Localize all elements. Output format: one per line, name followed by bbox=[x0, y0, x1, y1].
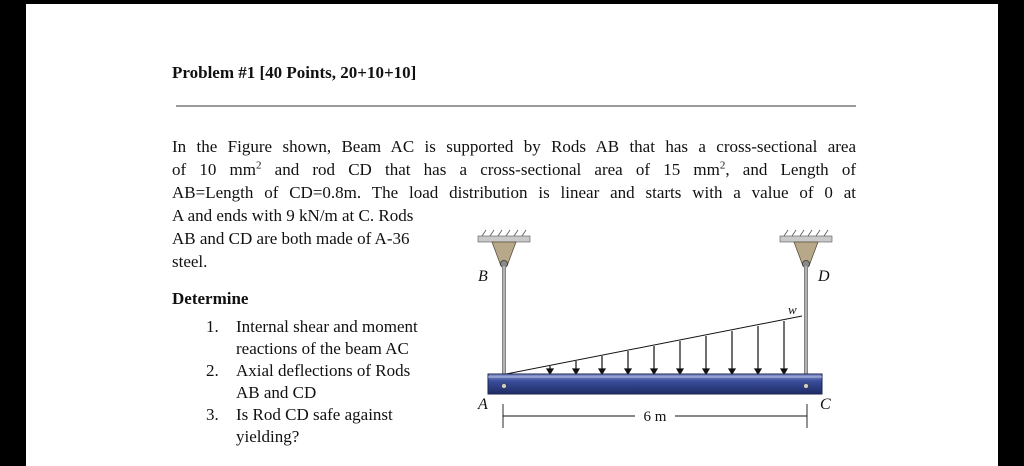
task-list bbox=[172, 316, 462, 448]
statement-line-6: steel. bbox=[172, 252, 208, 271]
task-item: 2. Axial deflections of Rods AB and CD bbox=[206, 361, 411, 402]
task-item: 1. Internal shear and moment reactions of the beam AC bbox=[206, 317, 418, 358]
label-C: C bbox=[820, 396, 831, 413]
statement-line-2: of 10 $mm^2$ and rod CD that has a cross-sectional area of 15 $mm^2$, and Length of bbox=[172, 159, 856, 179]
label-D: D bbox=[818, 268, 830, 285]
statement-line-3: AB=Length of CD=0.8m. The load distribution is linear and starts with a value of 0 at bbox=[172, 183, 856, 202]
beam-figure bbox=[470, 228, 850, 460]
support-B bbox=[478, 230, 530, 268]
divider-line bbox=[176, 105, 856, 107]
label-B: B bbox=[478, 268, 488, 285]
problem-title: Problem #1 [40 Points, 20+10+10] bbox=[172, 63, 417, 82]
statement-line-5: AB and CD are both made of A-36 bbox=[172, 229, 410, 248]
rod-AB bbox=[502, 266, 506, 376]
statement-line-1: In the Figure shown, Beam AC is supported by Rods AB that has a cross-sectional area bbox=[172, 137, 856, 156]
rod-CD bbox=[804, 266, 808, 376]
statement-line-4: A and ends with 9 kN/m at C. Rods bbox=[172, 206, 414, 225]
distributed-load bbox=[506, 316, 802, 374]
span-label: 6 m bbox=[643, 409, 667, 425]
support-D bbox=[780, 230, 832, 268]
label-A: A bbox=[478, 396, 488, 413]
determine-heading: Determine bbox=[172, 289, 249, 308]
label-w: w bbox=[788, 302, 797, 317]
beam-AC bbox=[488, 374, 822, 394]
task-item: 3. Is Rod CD safe against yielding? bbox=[206, 405, 393, 446]
